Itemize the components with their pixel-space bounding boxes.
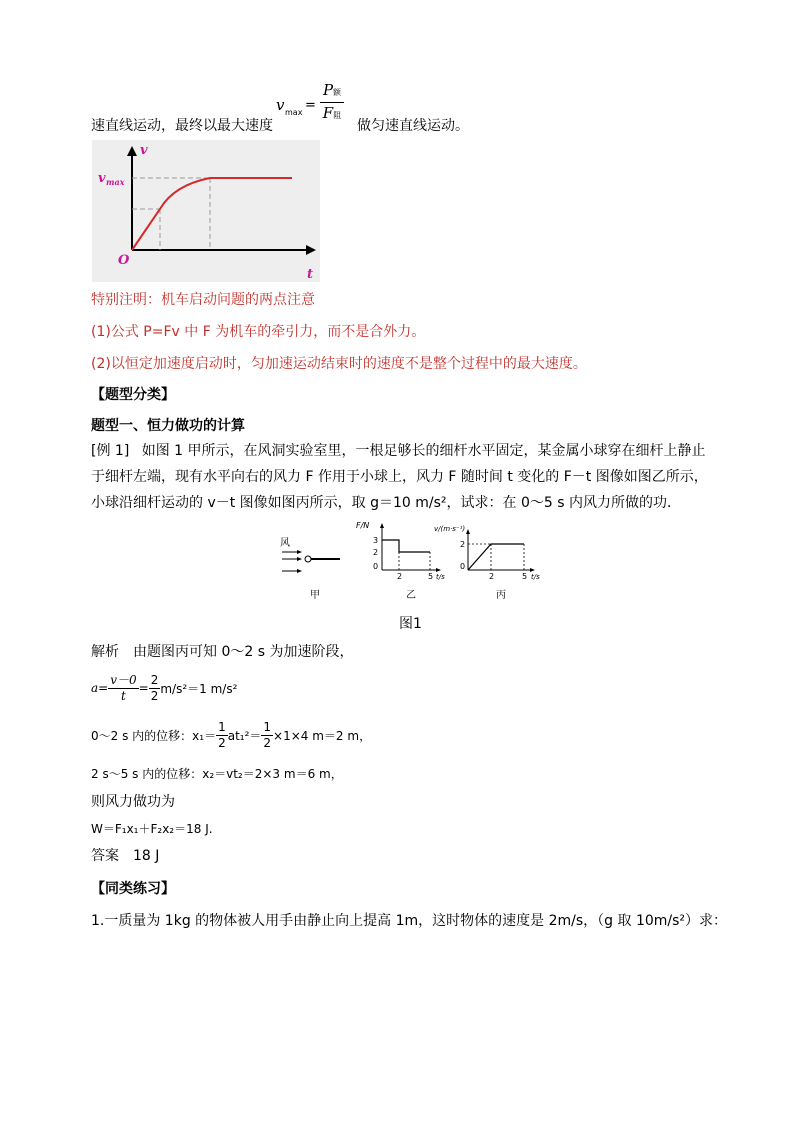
example-line-3: 小球沿细杆运动的 v－t 图像如图丙所示，取 g＝10 m/s²，试求：在 0～5 s 内风力所做的功． [91, 495, 681, 511]
intro-text-before: 速直线运动，最终以最大速度 [91, 118, 273, 134]
disp1-mid: at₁²＝ [227, 728, 262, 743]
wind-label: 风 [280, 538, 290, 549]
disp1-tail: ×1×4 m＝2 m， [273, 728, 372, 743]
ft-xtick-5: 5 [428, 572, 434, 581]
example-problem [91, 441, 711, 461]
practice-header: 【同类练习】 [91, 881, 175, 897]
accel-frac-1-num: v－0 [110, 672, 137, 687]
vt-ylabel: v/(m·s⁻¹) [434, 525, 466, 533]
formula-den-sub: 阻 [333, 111, 342, 120]
origin-label: O [118, 253, 130, 268]
accel-eq: = [138, 681, 149, 695]
notes-title: 特别注明：机车启动问题的两点注意 [91, 292, 315, 308]
half-den-2: 2 [263, 735, 272, 750]
ft-ylabel: F/N [356, 521, 370, 530]
vt-xtick-2: 2 [489, 572, 495, 581]
accel-equation [91, 668, 237, 708]
accel-frac-2-num: 2 [150, 672, 159, 687]
notes-item-2: (2)以恒定加速度启动时，匀加速运动结束时的速度不是整个过程中的最大速度。 [91, 356, 587, 372]
formula-den: F [322, 104, 334, 122]
formula-lhs-sub: max [285, 108, 303, 117]
disp1-prefix: 0～2 s 内的位移：x₁＝ [91, 728, 217, 743]
accel-frac-1-den: t [121, 688, 126, 703]
half-num-2: 1 [263, 719, 272, 734]
ft-ytick-3: 3 [373, 536, 379, 545]
half-num-1: 1 [218, 719, 226, 734]
type1-title: 题型一、恒力做功的计算 [91, 418, 245, 434]
x-axis-label: t [307, 267, 314, 282]
example-tag: [例 1] [91, 443, 130, 459]
half-frac-2 [261, 720, 273, 751]
figure-caption: 图1 [399, 616, 422, 632]
displacement-1 [91, 715, 371, 755]
vt-graph [92, 140, 320, 282]
vt-xtick-5: 5 [522, 572, 528, 581]
work-equation: W＝F₁x₁＋F₂x₂＝18 J. [91, 822, 213, 836]
half-frac-1 [216, 720, 228, 751]
vmax-sub: max [106, 177, 125, 187]
answer: 答案 18 J [91, 848, 160, 864]
work-intro: 则风力做功为 [91, 794, 175, 810]
section-header: 【题型分类】 [91, 387, 175, 403]
label-yi: 乙 [406, 590, 416, 601]
formula-lhs: v [276, 96, 285, 114]
ft-xtick-2: 2 [397, 572, 403, 581]
accel-tail: m/s²＝1 m/s² [160, 681, 238, 696]
vt-ytick-0: 0 [460, 562, 466, 571]
accel-frac-1 [108, 673, 138, 704]
accel-prefix: a= [91, 681, 109, 695]
accel-frac-2-den: 2 [150, 688, 159, 703]
example-line-2: 于细杆左端，现有水平向右的风力 F 作用于小球上，风力 F 随时间 t 变化的 F－t 图像如图乙所示， [91, 469, 708, 485]
vt-ytick-2: 2 [460, 540, 466, 549]
notes-item-1: (1)公式 P=Fv 中 F 为机车的牵引力，而不是合外力。 [91, 324, 426, 340]
example-line-1: 如图 1 甲所示，在风洞实验室里，一根足够长的细杆水平固定，某金属小球穿在细杆上静止 [141, 443, 706, 459]
displacement-2: 2 s～5 s 内的位移：x₂＝vt₂＝2×3 m＝6 m， [91, 767, 343, 781]
label-jia: 甲 [310, 590, 320, 601]
label-bing: 丙 [496, 590, 506, 601]
accel-frac-2 [149, 673, 161, 704]
half-den-1: 2 [218, 735, 226, 750]
ball [305, 556, 311, 562]
vmax-label: v [98, 171, 106, 186]
ft-xlabel: t/s [436, 573, 445, 581]
formula-num: P [322, 81, 334, 99]
ft-ytick-2: 2 [373, 548, 379, 557]
intro-text-after: 做匀速直线运动。 [357, 118, 469, 134]
vt-xlabel: t/s [531, 573, 540, 581]
y-axis-label: v [140, 143, 148, 158]
ft-ytick-0: 0 [373, 562, 379, 571]
formula-num-sub: 额 [333, 88, 342, 97]
solution-intro: 解析 由题图丙可知 0～2 s 为加速阶段， [91, 644, 354, 660]
practice-question-1: 1.一质量为 1kg 的物体被人用手由静止向上提高 1m，这时物体的速度是 2m/s，（g 取 10m/s²）求： [91, 913, 728, 929]
figure-1 [278, 518, 558, 608]
vmax-formula: v max = P额 F阻 [272, 80, 352, 130]
